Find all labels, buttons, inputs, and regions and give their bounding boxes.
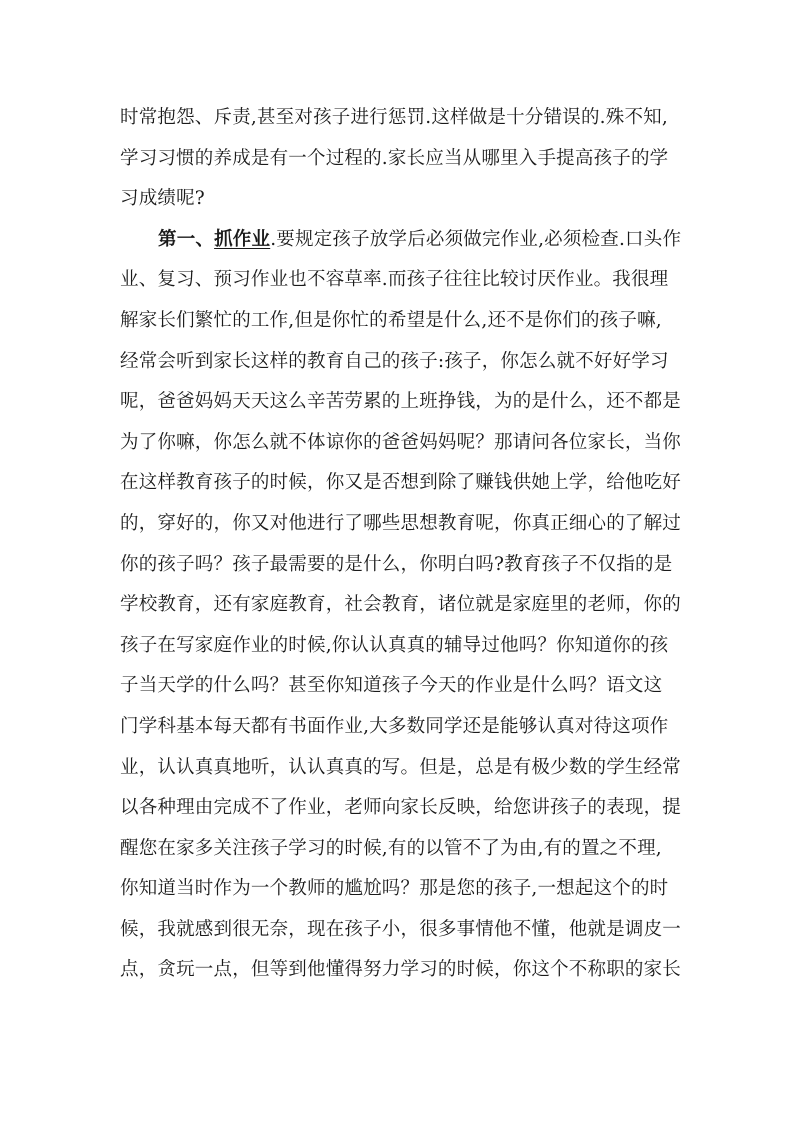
heading-line-rest: .要规定孩子放学后必须做完作业,必须检查.口头作	[270, 228, 682, 250]
text-line: 学校教育，还有家庭教育，社会教育，诸位就是家庭里的老师，你的	[120, 594, 682, 616]
text-line: 醒您在家多关注孩子学习的时候,有的以管不了为由,有的置之不理,	[120, 837, 662, 859]
body-text	[120, 98, 680, 991]
text-line: 时常抱怨、斥责,甚至对孩子进行惩罚.这样做是十分错误的.殊不知,	[120, 107, 668, 128]
paragraph-heading-line	[120, 220, 680, 261]
heading-prefix: 第一、	[158, 228, 215, 250]
text-line: 业、复习、预习作业也不容草率.而孩子往往比较讨厌作业。我很理	[120, 269, 669, 291]
text-line: 业，认认真真地听，认认真真的写。但是，总是有极少数的学生经常	[120, 756, 682, 778]
text-line: 的，穿好的，你又对他进行了哪些思想教育呢，你真正细心的了解过	[120, 512, 682, 534]
text-line: 子当天学的什么吗？甚至你知道孩子今天的作业是什么吗？语文这	[120, 675, 663, 697]
text-line: 习成绩呢?	[120, 188, 205, 210]
text-line: 解家长们繁忙的工作,但是你忙的希望是什么,还不是你们的孩子嘛,	[120, 309, 662, 331]
text-line: 你的孩子吗？孩子最需要的是什么，你明白吗?教育孩子不仅指的是	[120, 553, 673, 575]
text-line: 候，我就感到很无奈，现在孩子小，很多事情他不懂，他就是调皮一	[120, 918, 682, 940]
paragraph-1	[120, 98, 680, 220]
text-line: 呢，爸爸妈妈天天这么辛苦劳累的上班挣钱，为的是什么，还不都是	[120, 391, 682, 413]
text-line: 以各种理由完成不了作业，老师向家长反映，给您讲孩子的表现，提	[120, 797, 682, 819]
text-line: 门学科基本每天都有书面作业,大多数同学还是能够认真对待这项作	[120, 715, 669, 737]
text-line: 学习习惯的养成是有一个过程的.家长应当从哪里入手提高孩子的学	[120, 147, 669, 169]
text-line: 点，贪玩一点，但等到他懂得努力学习的时候，你这个不称职的家长	[120, 959, 682, 981]
paragraph-2	[120, 220, 680, 991]
text-line: 你知道当时作为一个教师的尴尬吗？那是您的孩子,一想起这个的时	[120, 878, 669, 900]
text-line: 为了你嘛，你怎么就不体谅你的爸爸妈妈呢？那请问各位家长，当你	[120, 431, 682, 453]
text-line: 经常会听到家长这样的教育自己的孩子:孩子，你怎么就不好好学习	[120, 350, 669, 372]
heading-keyword: 抓作业	[214, 228, 271, 250]
text-line: 在这样教育孩子的时候，你又是否想到除了赚钱供她上学，给他吃好	[120, 472, 682, 494]
text-line: 孩子在写家庭作业的时候,你认认真真的辅导过他吗？你知道你的孩	[120, 634, 669, 656]
